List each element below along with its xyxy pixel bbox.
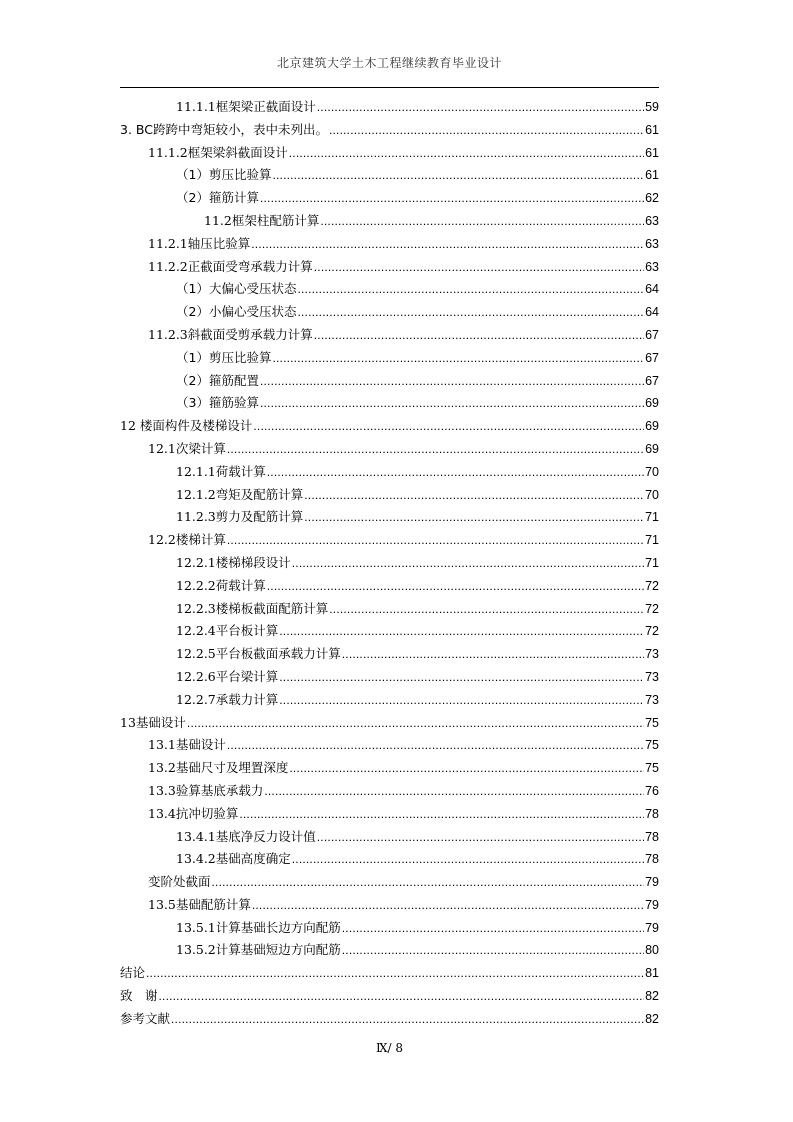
toc-entry[interactable] <box>120 484 659 507</box>
toc-leader-dots <box>342 939 644 962</box>
toc-entry-label: 11.1.1框架梁正截面设计 <box>176 99 316 114</box>
toc-entry-page: 73 <box>645 669 659 684</box>
toc-entry-page: 69 <box>645 396 659 411</box>
toc-leader-dots <box>304 484 644 507</box>
toc-leader-dots <box>260 370 644 393</box>
toc-entry-page: 75 <box>645 761 659 776</box>
toc-entry-label: 12.2.6平台梁计算 <box>176 668 279 684</box>
toc-entry-label: 12.1.2弯矩及配筋计算 <box>176 486 304 502</box>
toc-entry-page: 67 <box>645 350 659 365</box>
toc-entry-label: （2）箍筋计算 <box>176 190 259 206</box>
toc-entry-page: 78 <box>645 829 659 844</box>
toc-entry[interactable] <box>120 643 659 666</box>
toc-entry-page: 76 <box>645 783 659 798</box>
toc-entry-page: 82 <box>645 1011 659 1026</box>
toc-entry-page: 72 <box>645 624 659 639</box>
toc-leader-dots <box>292 848 644 871</box>
toc-entry[interactable] <box>120 598 659 621</box>
toc-entry[interactable] <box>120 757 659 780</box>
toc-entry-page: 72 <box>645 601 659 616</box>
toc-leader-dots <box>267 575 644 598</box>
toc-entry[interactable] <box>120 461 659 484</box>
toc-leader-dots <box>297 301 644 324</box>
toc-entry[interactable] <box>120 370 659 393</box>
toc-entry[interactable] <box>120 278 659 301</box>
toc-entry-label: 12.2.4平台板计算 <box>176 623 279 639</box>
toc-entry-page: 79 <box>645 897 659 912</box>
toc-leader-dots <box>227 734 644 757</box>
toc-leader-dots <box>289 142 644 165</box>
toc-entry-page: 67 <box>645 373 659 388</box>
toc-leader-dots <box>146 962 644 985</box>
toc-leader-dots <box>279 620 644 643</box>
toc-entry-label: 13.5.2计算基础短边方向配筋 <box>176 942 341 958</box>
toc-entry[interactable] <box>120 620 659 643</box>
toc-entry-page: 73 <box>645 647 659 662</box>
toc-leader-dots <box>252 894 644 917</box>
toc-entry-page: 78 <box>645 806 659 821</box>
toc-entry-label: 13.4.1基底净反力设计值 <box>176 828 316 844</box>
toc-leader-dots <box>212 871 645 894</box>
toc-entry[interactable] <box>120 233 659 256</box>
toc-entry[interactable] <box>120 529 659 552</box>
toc-leader-dots <box>317 96 644 119</box>
toc-leader-dots <box>329 119 644 142</box>
toc-entry-label: 11.2.2正截面受弯承载力计算 <box>148 258 313 274</box>
toc-entry-label: 11.1.2框架梁斜截面设计 <box>148 144 288 160</box>
toc-entry-label: 3. BC跨跨中弯矩较小，表中未列出。 <box>120 121 328 137</box>
toc-entry-page: 71 <box>645 510 659 525</box>
toc-entry-label: 结论 <box>120 965 146 981</box>
toc-entry[interactable] <box>120 210 659 233</box>
toc-entry-label: 12.2.1楼梯梯段设计 <box>176 554 291 570</box>
toc-leader-dots <box>253 415 644 438</box>
toc-entry[interactable] <box>120 324 659 347</box>
toc-entry-page: 69 <box>645 419 659 434</box>
toc-entry-label: 13.4抗冲切验算 <box>148 805 239 821</box>
toc-entry-label: 13.5.1计算基础长边方向配筋 <box>176 919 341 935</box>
toc-entry-label: （2）箍筋配置 <box>176 372 259 388</box>
toc-leader-dots <box>292 552 644 575</box>
toc-entry-page: 78 <box>645 852 659 867</box>
toc-entry-label: 12.1次梁计算 <box>148 440 226 456</box>
toc-entry-label: 11.2.3斜截面受剪承载力计算 <box>148 326 313 342</box>
toc-entry[interactable] <box>120 826 659 849</box>
toc-entry[interactable] <box>120 894 659 917</box>
toc-leader-dots <box>272 347 644 370</box>
toc-entry[interactable] <box>120 917 659 940</box>
toc-leader-dots <box>239 803 644 826</box>
toc-entry-page: 61 <box>645 145 659 160</box>
toc-entry-page: 62 <box>645 191 659 206</box>
toc-entry-label: 13.2基础尺寸及埋置深度 <box>148 760 289 776</box>
toc-entry-label: 12.2.5平台板截面承载力计算 <box>176 646 341 662</box>
toc-entry-label: 13.5基础配筋计算 <box>148 896 251 912</box>
toc-entry-label: 12.2.3楼梯板截面配筋计算 <box>176 600 329 616</box>
toc-entry[interactable] <box>120 803 659 826</box>
toc-leader-dots <box>267 461 644 484</box>
toc-entry-page: 79 <box>645 875 659 890</box>
running-header: 北京建筑大学土木工程继续教育毕业设计 <box>276 56 502 70</box>
toc-entry[interactable] <box>120 712 659 735</box>
toc-leader-dots <box>159 985 645 1008</box>
toc-leader-dots <box>279 666 644 689</box>
toc-entry-label: 12.2楼梯计算 <box>148 532 226 548</box>
toc-entry-page: 70 <box>645 464 659 479</box>
toc-entry-page: 79 <box>645 920 659 935</box>
toc-entry[interactable] <box>120 392 659 415</box>
toc-entry-page: 64 <box>645 282 659 297</box>
toc-entry-label: （2）小偏心受压状态 <box>176 304 297 320</box>
toc-entry[interactable] <box>120 780 659 803</box>
toc-entry-page: 61 <box>645 168 659 183</box>
toc-entry-page: 59 <box>645 100 659 114</box>
toc-leader-dots <box>264 780 644 803</box>
toc-leader-dots <box>317 826 644 849</box>
toc-leader-dots <box>251 233 644 256</box>
toc-entry[interactable] <box>120 142 659 165</box>
toc-leader-dots <box>272 164 644 187</box>
toc-leader-dots <box>227 438 644 461</box>
toc-leader-dots <box>320 210 644 233</box>
toc-entry-label: 12.2.7承载力计算 <box>176 691 279 707</box>
toc-entry-label: 12 楼面构件及楼梯设计 <box>120 418 253 434</box>
toc-entry[interactable] <box>120 438 659 461</box>
toc-leader-dots <box>314 324 644 347</box>
toc-entry[interactable] <box>120 119 659 142</box>
toc-entry-page: 63 <box>645 259 659 274</box>
toc-entry[interactable] <box>120 347 659 370</box>
toc-entry[interactable] <box>120 939 659 962</box>
toc-entry-label: 13.4.2基础高度确定 <box>176 851 291 867</box>
toc-leader-dots <box>187 712 644 735</box>
toc-entry-label: 12.2.2荷载计算 <box>176 577 266 593</box>
toc-entry-label: 变阶处截面 <box>148 874 211 890</box>
toc-entry[interactable] <box>120 575 659 598</box>
toc-entry-page: 61 <box>645 122 659 137</box>
toc-leader-dots <box>314 256 644 279</box>
toc-leader-dots <box>342 917 644 940</box>
toc-entry-label: 13.1基础设计 <box>148 737 226 753</box>
toc-entry-page: 75 <box>645 738 659 753</box>
toc-entry-page: 69 <box>645 441 659 456</box>
toc-entry-page: 73 <box>645 692 659 707</box>
toc-leader-dots <box>342 643 644 666</box>
toc-entry-label: 12.1.1荷载计算 <box>176 463 266 479</box>
toc-entry-page: 82 <box>645 989 659 1004</box>
toc-leader-dots <box>260 392 644 415</box>
toc-entry[interactable] <box>120 164 659 187</box>
toc-entry-page: 63 <box>645 213 659 228</box>
toc-entry-label: 13.3验算基底承载力 <box>148 782 264 798</box>
page-number: Ⅸ/ 8 <box>375 1041 404 1055</box>
toc-entry-page: 70 <box>645 487 659 502</box>
toc-leader-dots <box>304 506 644 529</box>
toc-entry[interactable] <box>120 187 659 210</box>
toc-entry-page: 72 <box>645 578 659 593</box>
toc-entry-page: 67 <box>645 327 659 342</box>
toc-entry[interactable] <box>120 985 659 1008</box>
toc-entry[interactable] <box>120 256 659 279</box>
toc-leader-dots <box>227 529 644 552</box>
toc-entry-page: 75 <box>645 715 659 730</box>
toc-entry[interactable] <box>120 848 659 871</box>
table-of-contents <box>120 96 659 1031</box>
toc-entry[interactable] <box>120 506 659 529</box>
toc-entry[interactable] <box>120 301 659 324</box>
toc-leader-dots <box>171 1008 644 1031</box>
header-rule <box>120 87 659 88</box>
toc-leader-dots <box>260 187 644 210</box>
toc-entry-label: （1）剪压比验算 <box>176 167 272 183</box>
toc-entry[interactable] <box>120 962 659 985</box>
toc-leader-dots <box>297 278 644 301</box>
toc-leader-dots <box>329 598 644 621</box>
toc-entry[interactable] <box>120 734 659 757</box>
toc-entry-page: 71 <box>645 533 659 548</box>
toc-entry-label: 致 谢 <box>120 988 158 1004</box>
toc-entry-label: 11.2.1轴压比验算 <box>148 235 251 251</box>
toc-entry-page: 63 <box>645 236 659 251</box>
toc-leader-dots <box>279 689 644 712</box>
toc-entry-label: （3）箍筋验算 <box>176 395 259 411</box>
toc-entry[interactable] <box>120 871 659 894</box>
toc-entry-label: 11.2.3剪力及配筋计算 <box>176 509 304 525</box>
toc-entry[interactable] <box>120 415 659 438</box>
toc-entry[interactable] <box>120 96 659 119</box>
toc-entry-page: 81 <box>645 966 659 981</box>
toc-entry[interactable] <box>120 1008 659 1031</box>
toc-entry-page: 80 <box>645 943 659 958</box>
toc-entry-label: （1）大偏心受压状态 <box>176 281 297 297</box>
toc-entry[interactable] <box>120 552 659 575</box>
toc-entry-label: 参考文献 <box>120 1010 171 1026</box>
toc-entry-page: 71 <box>645 555 659 570</box>
toc-leader-dots <box>289 757 644 780</box>
toc-entry[interactable] <box>120 689 659 712</box>
toc-entry-page: 64 <box>645 305 659 320</box>
toc-entry-label: 13基础设计 <box>120 714 186 730</box>
toc-entry[interactable] <box>120 666 659 689</box>
toc-entry-label: （1）剪压比验算 <box>176 349 272 365</box>
toc-entry-label: 11.2框架柱配筋计算 <box>204 212 320 228</box>
